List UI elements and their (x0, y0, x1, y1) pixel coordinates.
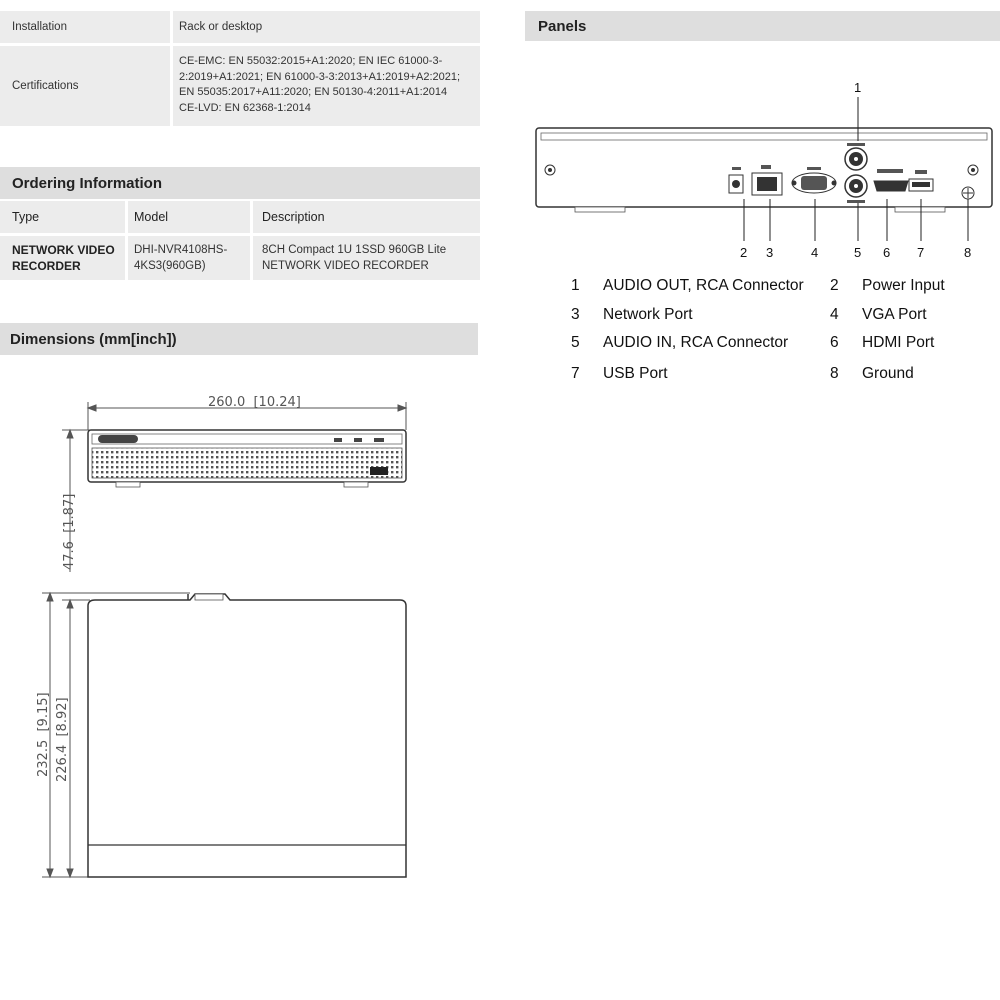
callout-1: 1 (854, 80, 862, 95)
legend-label-8: Ground (862, 365, 914, 382)
width-dimension-label: 260.0 [10.24] (208, 395, 301, 410)
certifications-label: Certifications (12, 80, 79, 92)
legend-num-5: 5 (571, 334, 580, 351)
panels-title: Panels (538, 17, 587, 35)
dimensions-drawing (0, 360, 480, 890)
ordering-type: NETWORK VIDEO RECORDER (12, 243, 115, 273)
legend-label-1: AUDIO OUT, RCA Connector (603, 277, 804, 294)
callout-2: 2 (740, 245, 748, 260)
installation-label: Installation (12, 21, 67, 33)
legend-num-2: 2 (830, 277, 839, 294)
width-dimension-line (88, 402, 406, 430)
installation-value: Rack or desktop (179, 21, 263, 33)
ordering-data-row (0, 236, 480, 280)
spec-row-certifications (0, 46, 480, 126)
legend-num-7: 7 (571, 365, 580, 382)
col-model-header: Model (134, 210, 169, 224)
callout-3: 3 (766, 245, 774, 260)
panels-section-header (525, 11, 1000, 41)
callout-4: 4 (811, 245, 819, 260)
callout-7: 7 (917, 245, 925, 260)
ground-terminal (962, 187, 974, 199)
legend-num-6: 6 (830, 334, 839, 351)
ordering-model: DHI-NVR4108HS- 4KS3(960GB) (134, 244, 228, 272)
legend-num-8: 8 (830, 365, 839, 382)
legend-label-6: HDMI Port (862, 334, 935, 351)
ordering-title: Ordering Information (12, 174, 162, 192)
legend-num-3: 3 (571, 306, 580, 323)
height-dimension-label: 47.6 [1.87] (62, 493, 77, 570)
spec-row-installation (0, 11, 480, 43)
dimensions-section-header (0, 323, 478, 355)
col-type-header: Type (12, 210, 40, 224)
ordering-description: 8CH Compact 1U 1SSD 960GB Lite NETWORK VIDEO RECORDER (262, 244, 447, 272)
depth-dimension-label: 232.5 [9.15] (36, 692, 51, 777)
certifications-value: CE-EMC: EN 55032:2015+A1:2020; EN IEC 61000-3- 2:2019+A1:2021; EN 61000-3-3:2013+A1:2019+A2:2021; EN 55035:2017+A11:2020; EN 50130-4:2011+A1:2014 CE-LVD: EN 62368-1:2014 (179, 55, 461, 114)
callout-8: 8 (964, 245, 972, 260)
rear-panel-drawing (525, 75, 1000, 265)
legend-label-2: Power Input (862, 277, 945, 294)
callout-5: 5 (854, 245, 862, 260)
top-view (88, 594, 406, 877)
legend-label-7: USB Port (603, 365, 668, 382)
legend-label-5: AUDIO IN, RCA Connector (603, 334, 789, 351)
legend-label-3: Network Port (603, 306, 693, 323)
ordering-section-header (0, 167, 480, 199)
callout-6: 6 (883, 245, 891, 260)
front-view (88, 430, 406, 487)
depth-inner-dimension-label: 226.4 [8.92] (55, 697, 70, 782)
dimensions-title: Dimensions (mm[inch]) (10, 330, 177, 348)
col-description-header: Description (262, 210, 325, 224)
legend-num-4: 4 (830, 306, 839, 323)
legend-num-1: 1 (571, 277, 580, 294)
legend-label-4: VGA Port (862, 306, 927, 323)
ordering-header-row (0, 201, 480, 233)
